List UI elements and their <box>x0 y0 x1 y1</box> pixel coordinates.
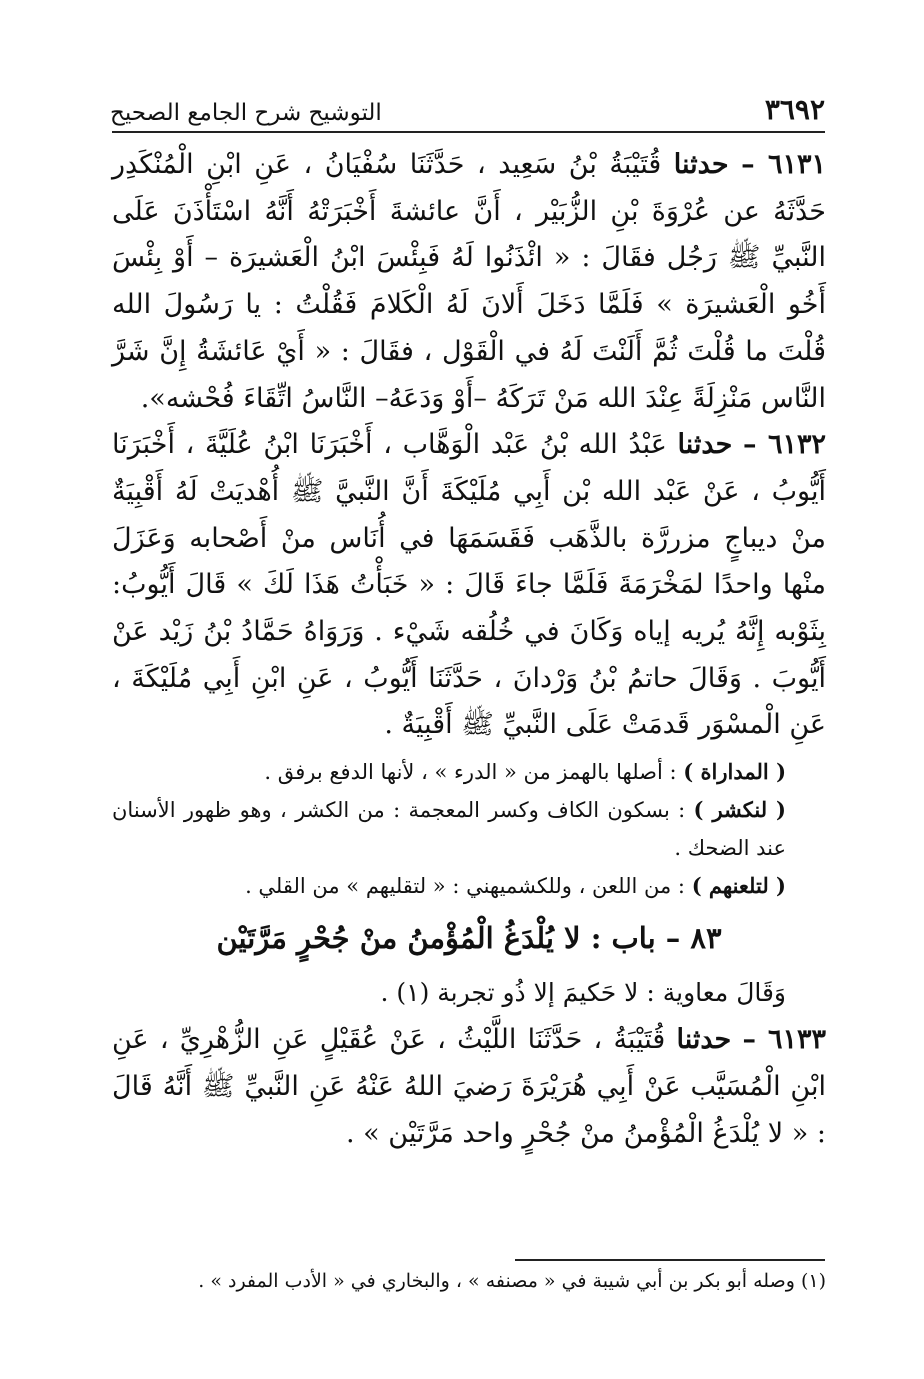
hadith-text: قُتَيْبَةُ بْنُ سَعِيد ، حَدَّثَنَا سُفْيَانُ ، عَنِ ابْنِ الْمُنْكَدِر حَدَّثَهُ عن عُرْوَةَ بْنِ الزُّبَيْر ، أَنَّ عائشةَ أَخْبَرَتْهُ أَنَّهُ اسْتَأْذَنَ عَلَى النَّبيِّ ﷺ رَجُل فقَالَ : « ائْذَنُوا لَهُ فَبِئْسَ ابْنُ الْعَشيرَة – أَوْ بِئْسَ أَخُو الْعَشيرَة » فَلَمَّا دَخَلَ أَلانَ لَهُ الْكَلامَ فَقُلْتُ : يا رَسُولَ الله قُلْتَ ما قُلْتَ ثُمَّ أَلَنْتَ لَهُ في الْقَوْل ، فقَالَ : « أَيْ عَائشَةُ إِنَّ شَرَّ النَّاس مَنْزِلَةً عِنْدَ الله مَنْ تَرَكَهُ –أَوْ وَدَعَهُ– النَّاسُ اتِّقَاءَ فُحْشه». <box>112 149 826 414</box>
hadith-6133 <box>112 1017 826 1157</box>
hadith-lead: حدثنا <box>673 149 729 180</box>
hadith-number: ٦١٣١ – <box>741 149 826 180</box>
hadith-lead: حدثنا <box>677 429 733 461</box>
note-term: ( المداراة ) <box>683 759 786 785</box>
hadith-6131 <box>112 142 826 422</box>
hadith-text: قُتَيْبَةُ ، حَدَّثَنَا اللَّيْثُ ، عَنْ عُقَيْلٍ عَنِ الزُّهْرِيِّ ، عَنِ ابْنِ الْمُسَيَّب عَنْ أَبِي هُرَيْرَةَ رَضيَ اللهُ عَنْهُ عَنِ النَّبيِّ ﷺ أَنَّهُ قَالَ : « لا يُلْدَغُ الْمُؤْمنُ منْ جُحْرٍ واحد مَرَّتَيْن » . <box>112 1024 826 1149</box>
hadith-text: عَبْدُ الله بْنُ عَبْد الْوَهَّاب ، أَخْبَرَنَا ابْنُ عُلَيَّةَ ، أَخْبَرَنَا أَيُّوبُ ، عَنْ عَبْد الله بْن أَبِي مُلَيْكَةَ أَنَّ النَّبيَّ ﷺ أُهْديَتْ لَهُ أَقْبِيَةٌ منْ ديباجٍ مزررَّة بالذَّهَب فَقَسَمَهَا في أُنَاس منْ أَصْحابه وَعَزَلَ منْها واحدًا لمَخْرَمَةَ فَلَمَّا جاءَ قَالَ : « خَبَأْتُ هَذَا لَكَ » قَالَ أَيُّوبُ: بِثَوْبه إِنَّهُ يُريه إياه وَكَانَ في خُلُقه شَيْء . وَرَوَاهُ حَمَّادُ بْنُ زَيْد عَنْ أَيُّوبَ . وَقَالَ حاتمُ بْنُ وَرْدانَ ، حَدَّثَنَا أَيُّوبُ ، عَنِ ابْنِ أَبِي مُلَيْكَةَ ، عَنِ الْمسْوَر قَدمَتْ عَلَى النَّبيِّ ﷺ أَقْبِيَةٌ . <box>112 429 826 741</box>
chapter-heading: ٨٣ – باب : لا يُلْدَغُ الْمُؤْمنُ منْ جُحْرٍ مَرَّتَيْن <box>216 921 722 956</box>
note-tal'anuhum <box>112 867 826 905</box>
note-term: ( لنكشر ) <box>693 797 786 823</box>
note-term: ( لتلعنهم ) <box>691 873 786 899</box>
hadith-lead: حدثنا <box>676 1024 732 1056</box>
note-nakshir <box>112 791 826 867</box>
muawiya-quote: وَقَالَ معاوية : لا حَكيمَ إلا ذُو تجربة (١) . <box>380 978 786 1008</box>
page-header <box>110 82 825 126</box>
hadith-number: ٦١٣٢ – <box>742 429 826 461</box>
note-text: : بسكون الكاف وكسر المعجمة : من الكشر ، وهو ظهور الأسنان عند الضحك . <box>112 798 786 861</box>
hadith-number: ٦١٣٣ – <box>742 1024 826 1056</box>
commentary-notes <box>112 753 826 905</box>
footnote-divider <box>515 1259 825 1261</box>
hadith-6132 <box>112 422 826 749</box>
note-text: : أصلها بالهمز من « الدرء » ، لأنها الدفع برفق . <box>264 760 677 785</box>
note-text: : من اللعن ، وللكشميهني : « لتقليهم » من القلي . <box>245 874 685 899</box>
note-mudarah <box>112 753 826 791</box>
running-title: التوشيح شرح الجامع الصحيح <box>110 100 382 126</box>
main-text <box>112 142 826 1157</box>
footnote: (١) وصله أبو بكر بن أبي شيبة في « مصنفه » ، والبخاري في « الأدب المفرد » . <box>198 1270 826 1292</box>
header-divider <box>112 131 825 133</box>
page-number: ٣٦٩٢ <box>764 93 825 126</box>
